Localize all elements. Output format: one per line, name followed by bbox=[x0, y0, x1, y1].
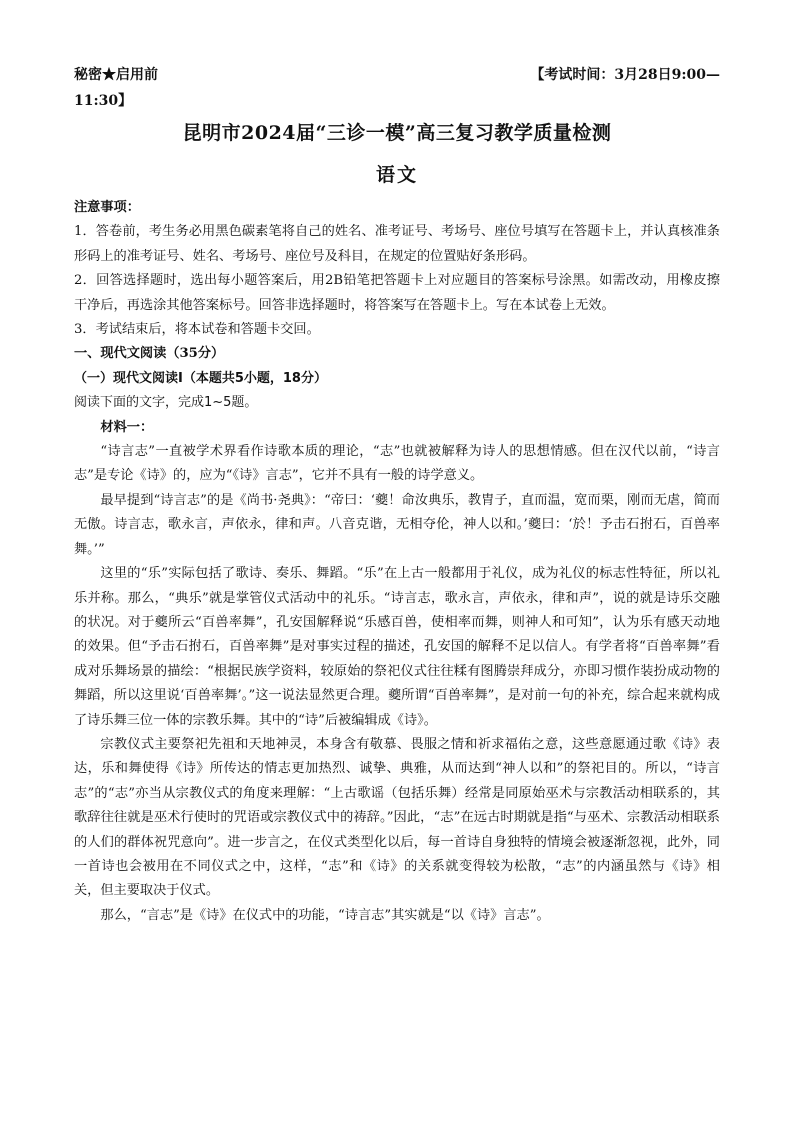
paragraph-5: 那么，“言志”是《诗》在仪式中的功能，“诗言志”其实就是“以《诗》言志”。 bbox=[100, 907, 550, 923]
exam-header bbox=[74, 64, 720, 109]
notice-item-2: 2．回答选择题时，选出每小题答案后，用2B铅笔把答题卡上对应题目的答案标号涂黑。如需改动，用橡皮擦干净后，再选涂其他答案标号。回答非选择题时，将答案写在答题卡上。写在本试卷上无效。 bbox=[74, 273, 720, 313]
confidential-label: 秘密★启用前 bbox=[74, 67, 158, 83]
notice-item-1: 1．答卷前，考生务必用黑色碳素笔将自己的姓名、准考证号、考场号、座位号填写在答题卡上，并认真核准条形码上的准考证号、姓名、考场号、座位号及科目，在规定的位置贴好条形码。 bbox=[74, 224, 720, 264]
subject-title: 语文 bbox=[375, 164, 418, 186]
subsection-heading: （一）现代文阅读Ⅰ（本题共5小题，18分） bbox=[74, 370, 327, 386]
notice-item-3: 3．考试结束后，将本试卷和答题卡交回。 bbox=[74, 322, 320, 338]
paragraph-4: 宗教仪式主要祭祀先祖和天地神灵，本身含有敬慕、畏服之情和祈求福佑之意，这些意愿通过歌《诗》表达，乐和舞使得《诗》所传达的情志更加热烈、诚挚、典雅，从而达到“神人以和”的祭祀目的。所以，“诗言志”的“志”亦当从宗教仪式的角度来理解：“上古歌谣（包括乐舞）经常是同原始巫术与宗教活动相联系的，其歌辞往往就是巫术行使时的咒语或宗教仪式中的祷辞。”因此，“志”在远古时期就是指“与巫术、宗教活动相联系的人们的群体祝咒意向”。进一步言之，在仪式类型化以后，每一首诗自身独特的情境会被逐渐忽视，此外，同一首诗也会被用在不同仪式之中，这样，“志”和《诗》的关系就变得较为松散，“志”的内涵虽然与《诗》相关，但主要取决于仪式。 bbox=[74, 736, 720, 899]
section-heading: 一、现代文阅读（35分） bbox=[74, 346, 225, 362]
exam-title: 昆明市2024届“三诊一模”高三复习教学质量检测 bbox=[182, 122, 612, 144]
reading-instruction: 阅读下面的文字，完成1~5题。 bbox=[74, 395, 258, 411]
paragraph-3: 这里的“乐”实际包括了歌诗、奏乐、舞蹈。“乐”在上古一般都用于礼仪，成为礼仪的标志性特征，所以礼乐并称。那么，“典乐”就是掌管仪式活动中的礼乐。“诗言志，歌永言，声依永，律和声”，说的就是诗乐交融的状况。对于夔所云“百兽率舞”，孔安国解释说“乐感百兽，使相率而舞，则神人和可知”，认为乐有感天动地的效果。但“予击石拊石，百兽率舞”是对事实过程的描述，孔安国的解释不足以信人。有学者将“百兽率舞”看成对乐舞场景的描绘：“根据民族学资料，较原始的祭祀仪式往往糅有图腾崇拜成分，亦即习惯作装扮成动物的舞蹈，所以这里说‘百兽率舞’。”这一说法显然更合理。夔所谓“百兽率舞”，是对前一句的补充，综合起来就构成了诗乐舞三位一体的宗教乐舞。其中的“诗”后被编辑成《诗》。 bbox=[74, 566, 720, 728]
notice-heading: 注意事项： bbox=[74, 200, 140, 215]
exam-time: 【考试时间：3月28日9:00— bbox=[530, 67, 720, 83]
paragraph-2: 最早提到“诗言志”的是《尚书·尧典》：“帝曰：‘夔！命汝典乐，教胄子，直而温，宽而栗，刚而无虐，简而无傲。诗言志，歌永言，声依永，律和声。八音克谐，无相夺伦，神人以和。’夔曰：‘於！予击石拊石，百兽率舞。’” bbox=[74, 492, 720, 557]
material-label: 材料一： bbox=[100, 419, 154, 435]
exam-body bbox=[74, 196, 720, 928]
paragraph-1: “诗言志”一直被学术界看作诗歌本质的理论，“志”也就被解释为诗人的思想情感。但在汉代以前，“诗言志”是专论《诗》的，应为“《诗》言志”，它并不具有一般的诗学意义。 bbox=[74, 444, 720, 484]
exam-time-continued: 11:30】 bbox=[74, 93, 133, 109]
